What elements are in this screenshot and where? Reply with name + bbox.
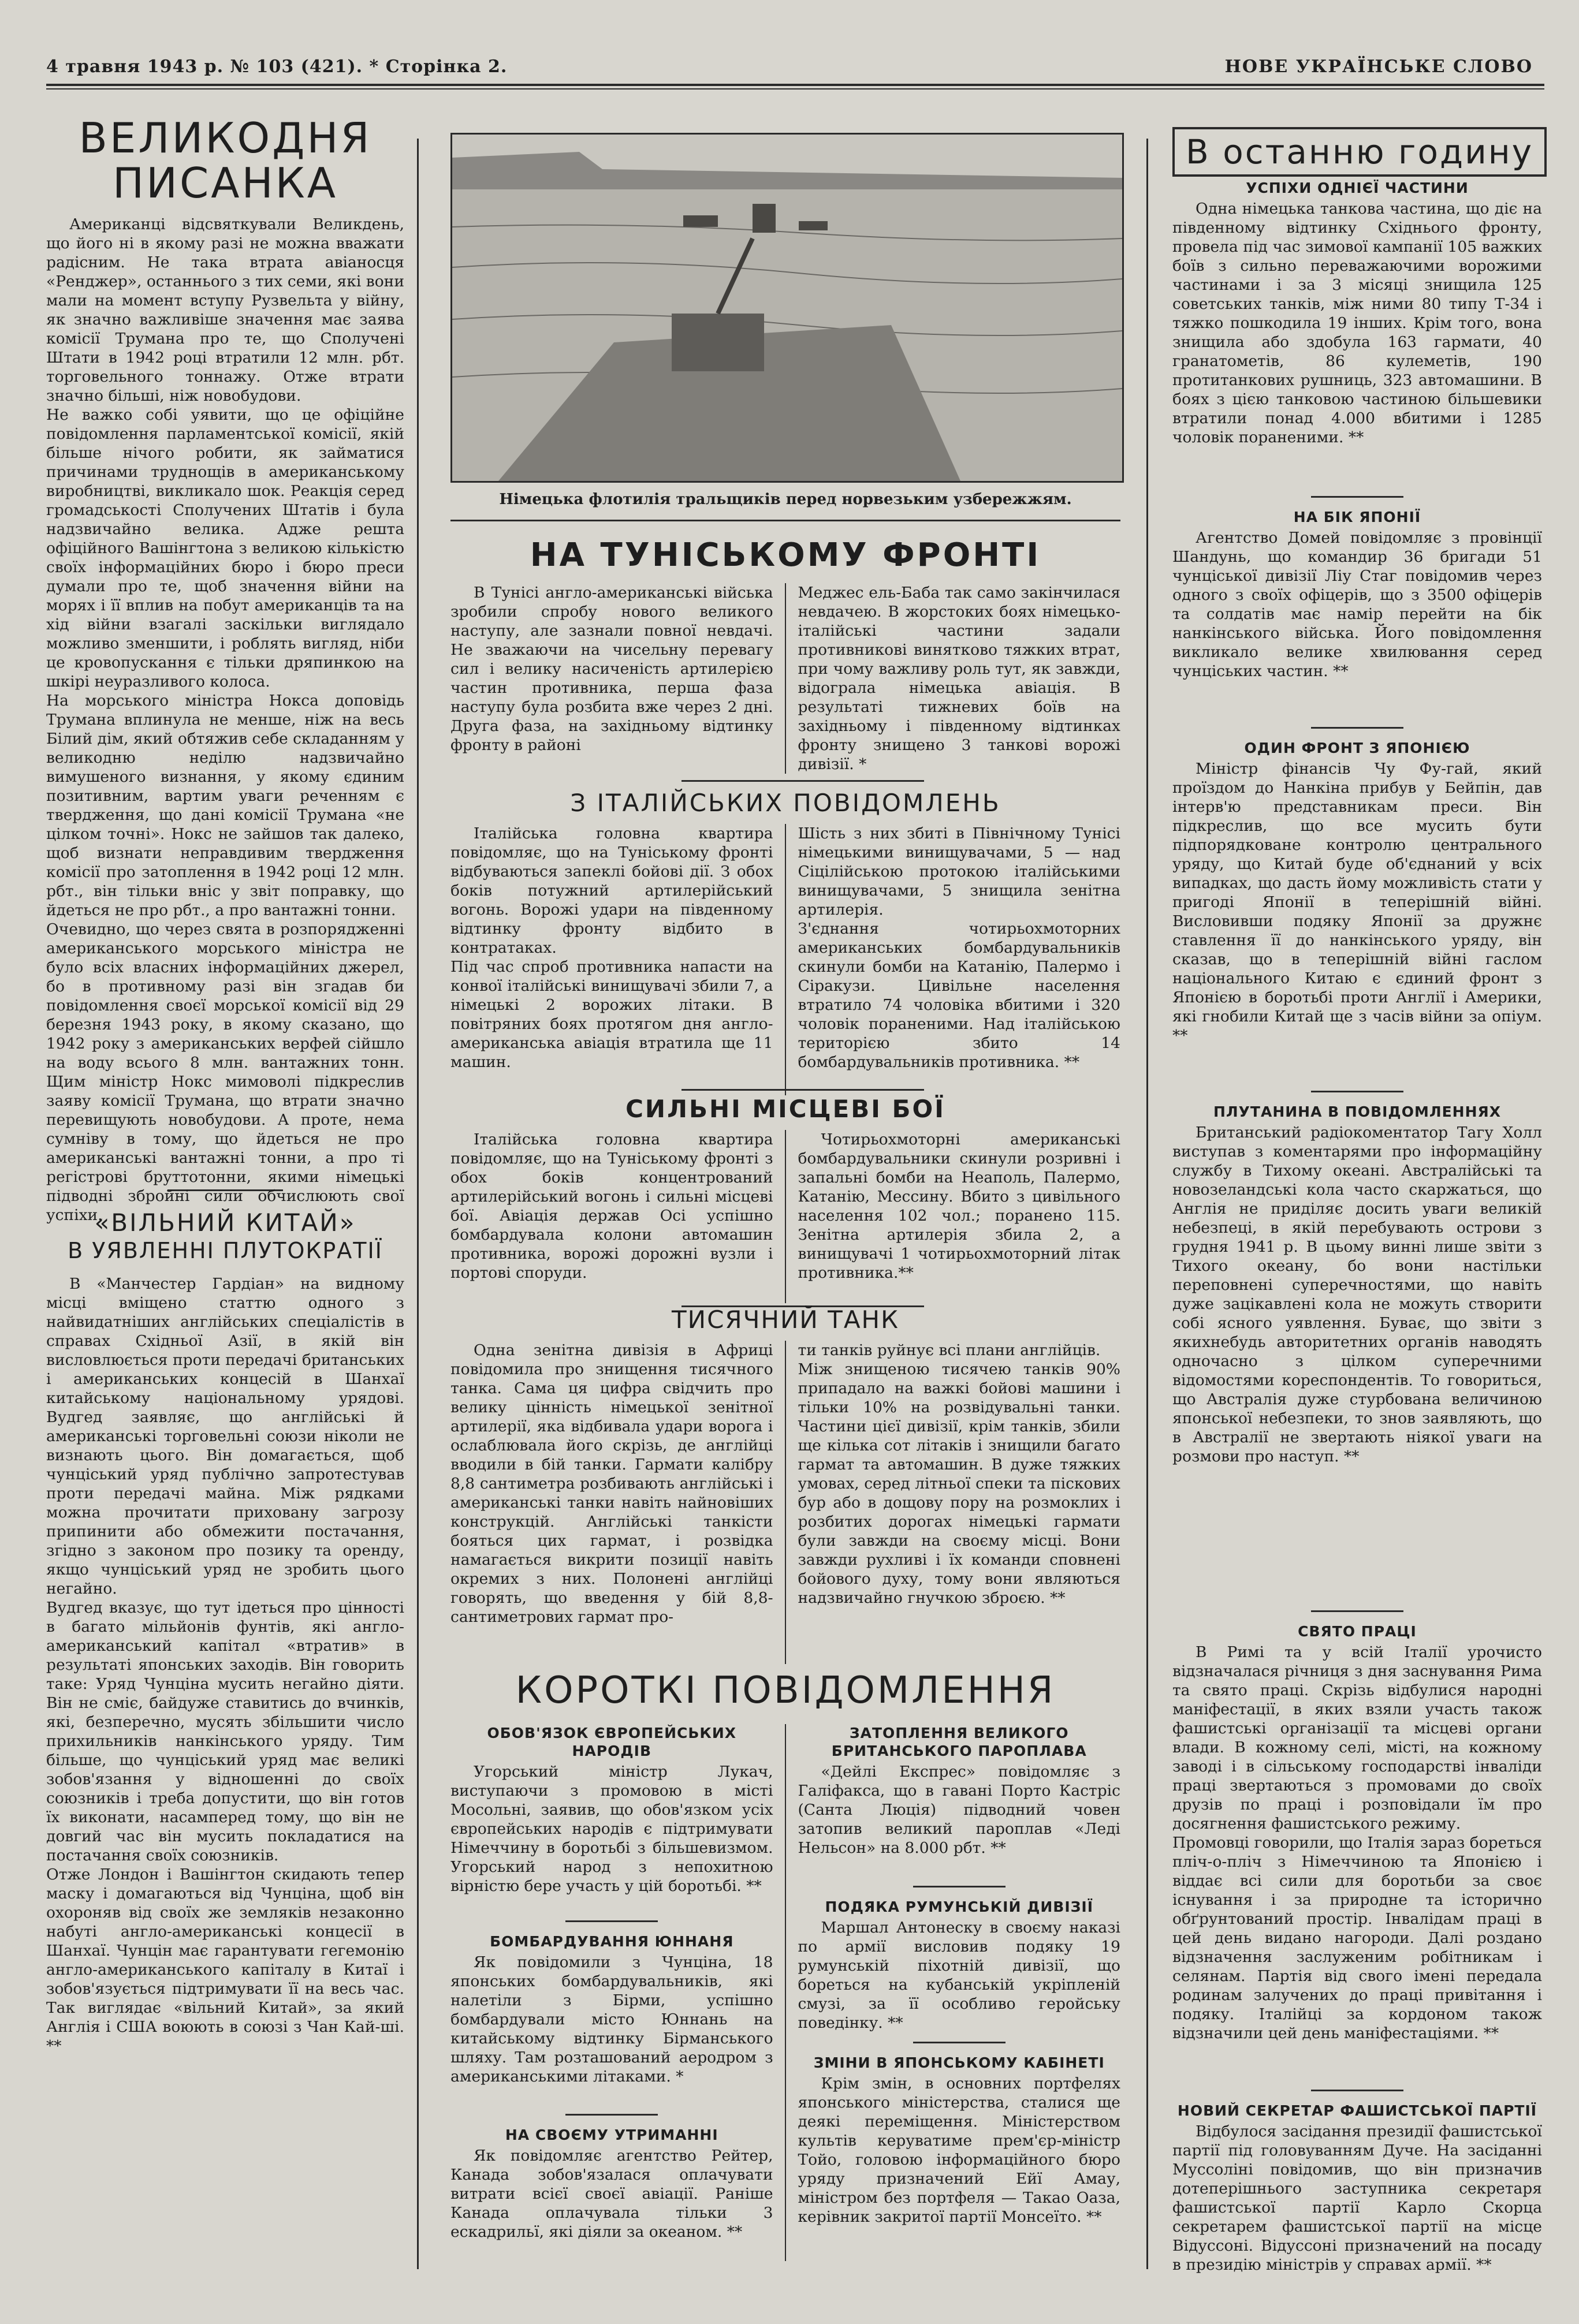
news-item-text: «Дейлі Експрес» повідомляє з Галіфакса, що в гавані Порто Кастріс (Санта Люція) підводний човен затопив великий пароплав «Леді Нельсон» на 8.000 рбт. ** — [798, 1763, 1120, 1857]
news-item-text: Крім змін, в основних портфелях японського міністерства, сталися ще деякі переміщення. Міністерством культів керуватиме прем'єр-міністр Тойо, головою інформаційного бюро уряду призначений Ейї Амау, міністром без портфеля — Такао Оаза, керівник закритої партії Монсеїто. ** — [798, 2075, 1120, 2226]
column-divider — [785, 824, 787, 1095]
news-item-title: ПЛУТАНИНА В ПОВІДОМЛЕННЯХ — [1213, 1103, 1502, 1120]
news-item — [798, 1898, 1120, 2043]
news-item — [1172, 2102, 1542, 2324]
news-item — [450, 2126, 773, 2262]
article-separator — [1311, 496, 1403, 498]
news-item — [450, 1724, 773, 1922]
news-item-body — [1172, 199, 1542, 488]
news-item-title: ОДИН ФРОНТ З ЯПОНІЄЮ — [1244, 740, 1470, 756]
photo-caption: Німецька флотилія тральщиків перед норвезьким узбережжям. — [499, 491, 1072, 508]
news-item-title: НА БІК ЯПОНІЇ — [1293, 509, 1421, 525]
article-text-tank-right: ти танків руйнує всі плани англійців. Між знищеною тисячею танків 90% припадало на важкі бойові машини і тільки 10% на розвідувальні танки. Частини цієї дивізії, крім танків, збили ще кілька сот літаків і знищили багато гармат та автомашин. В дуже тяжких умовах, серед літньої спеки та піскових бур або в дощову пору на розмоклих і розбитих дорогах німецькі гармати були завжди на своєму місці. Вони завжди рухливі і їх команди сповнені бойового духу, тому вони являються надзвичайно гнучкою зброєю. ** — [798, 1341, 1120, 1607]
photo-illustration — [452, 135, 1122, 481]
short-news-col-right — [798, 1724, 1120, 2262]
news-item-body — [1172, 1643, 1542, 2081]
news-item-text: Як повідомили з Чунціна, 18 японських бомбардувальників, які налетіли з Бірми, успішно бомбардували місто Юннань на китайському відтинку Бірманського шляху. Там розташований аеродром з американськими літаками. * — [450, 1953, 773, 2086]
news-item-body — [450, 2146, 773, 2262]
article-title-local: СИЛЬНІ МІСЦЕВІ БОЇ — [625, 1095, 945, 1123]
news-item-title: БОМБАРДУВАННЯ ЮННАНЯ — [490, 1933, 734, 1950]
news-item-body — [450, 1953, 773, 2106]
news-item — [798, 2054, 1120, 2226]
header-rule — [46, 84, 1544, 86]
news-item-text: Міністр фінансів Чу Фу-гай, який проїздом до Нанкіна прибув у Бейпін, дав інтерв'ю представникам преси. Він підкреслив, що все мусить бути підпорядковане контролю центрального уряду, що Китай буде об'єднаний у всіх випадках, що дасть йому можливість стати у пригоді Японії в теперішній війні. Висловивши подяку Японії за дружнє ставлення її до нанкінського уряду, він сказав, що в теперішній війні гаслом національного Китаю є єдиний фронт з Японією в боротьбі проти Англії і Америки, які гнобили Китай ще з часів війни за опіум. ** — [1172, 760, 1542, 1045]
article-body-free-china — [46, 1274, 404, 2055]
article-text-tunis-left: В Тунісі англо-американські війська зробили спробу нового великого наступу, але зазнали повної невдачі. Не зважаючи на чисельну перевагу сил і велику насиченість артилерією частин противника, перша фаза наступу була розбита вже через 2 дні. Друга фаза, на західньому відтинку фронту в районі — [450, 584, 773, 754]
article-text-italian-left: Італійська головна квартира повідомляє, що на Туніському фронті відбуваються запеклі бойові дії. З обох боків потужний артилерійський вогонь. Ворожі удари на південному відтинку фронту відбито в контратаках. Під час спроб противника напасти на конвої італійські винищувачі збили 7, а німецькі 2 ворожих літаки. В повітряних боях протягом дня англо-американська авіація втратила ще 11 машин. — [450, 825, 773, 1071]
news-item — [1172, 508, 1542, 729]
news-item-title: ЗМІНИ В ЯПОНСЬКОМУ КАБІНЕТІ — [813, 2054, 1105, 2071]
article-local-col-right — [798, 1130, 1120, 1303]
news-item — [1172, 1103, 1542, 1612]
news-item-title: НОВИЙ СЕКРЕТАР ФАШИСТСЬКОЇ ПАРТІЇ — [1177, 2102, 1537, 2119]
article-title-tunis: НА ТУНІСЬКОМУ ФРОНТІ — [530, 536, 1041, 574]
article-text-italian-right: Шість з них збиті в Північному Тунісі німецькими винищувачами, 5 — над Сіцілійською протокою італійськими винищувачами, 5 знищила зенітна артилерія. З'єднання чотирьохмоторних американських бомбардувальників скинули бомби на Катанію, Палермо і Сіракузи. Цивільне населення втратило 74 чоловіка вбитими і 320 чоловік пораненими. Над італійською територією збито 14 бомбардувальників противника. ** — [798, 825, 1120, 1071]
column-divider — [785, 1130, 787, 1303]
article-title-free-china-b: В УЯВЛЕННІ ПЛУТОКРАТІЇ — [68, 1238, 383, 1263]
article-title-easter: ВЕЛИКОДНЯ ПИСАНКА — [79, 114, 372, 207]
article-italian — [450, 788, 1120, 1095]
news-item — [1172, 739, 1542, 1092]
article-separator — [1311, 2090, 1403, 2091]
news-item-title: НА СВОЄМУ УТРИМАННІ — [505, 2127, 718, 2143]
section-title-latest: В останню годину — [1185, 132, 1534, 171]
article-tank — [450, 1288, 1120, 1664]
article-text-local-right: Чотирьохмоторні американські бомбардувальники скинули розривні і запальні бомби на Неаполь, Палермо, Катанію, Мессину. Вбито з цивільного населення 102 чол.; поранено 115. Зенітна артилерія збила 2, а винищувачі 1 чотирьохмоторний літак противника.** — [798, 1131, 1120, 1282]
news-item-body — [1172, 1123, 1542, 1602]
news-item — [450, 1933, 773, 2116]
news-item-body — [798, 2074, 1120, 2226]
header-rule-thin — [46, 88, 1544, 89]
article-title-tank: ТИСЯЧНИЙ ТАНК — [672, 1305, 899, 1334]
news-item-body — [1172, 759, 1542, 1083]
news-item-body — [1172, 2122, 1542, 2324]
news-item-text: Британський радіокоментатор Тагу Холл виступав з коментарями про інформаційну службу в Тихому океані. Австралійські та новозеландські кола часто скаржаться, що Англія не приділяє досить уваги великій небезпеці, в якій перебувають острови з грудня 1941 р. В цьому винні лише звіти з Тихого океану, бо вони настільки переповнені суперечностями, що навіть дуже зацікавлені кола не можуть створити собі ясного уявлення. Буває, що звіти з якихнебудь авторитетних органів наводять одночасно з цілком суперечними відомостями кореспондентів. То говориться, що Австралія дуже стурбована величиною японської небезпеки, то знов заявляють, що в Австралії не звертають ніякої уваги на розмови про наступ. ** — [1172, 1124, 1542, 1465]
section-short-news — [450, 1669, 1120, 2262]
news-item-title: УСПІХИ ОДНІЄЇ ЧАСТИНИ — [1246, 180, 1469, 196]
column-divider — [785, 1724, 787, 2261]
news-item — [1172, 1622, 1542, 2091]
issue-date-line: 4 травня 1943 р. № 103 (421). * Сторінка 2. — [46, 57, 508, 77]
photo-rule — [450, 520, 1120, 521]
news-item-text: Угорський міністр Лукач, виступаючи з промовою в місті Мосольні, заявив, що обов'язком усіх європейських народів є підтримувати Німеччину в боротьбі з більшевизмом. Угорський народ з непохитною вірністю бере участь у цій боротьбі. ** — [450, 1763, 773, 1895]
article-separator — [913, 1886, 1006, 1887]
article-tank-col-left — [450, 1341, 773, 1664]
column-divider — [785, 1341, 787, 1664]
news-item-body — [450, 1762, 773, 1912]
news-item-text: Одна німецька танкова частина, що діє на південному відтинку Східнього фронту, провела під час зимової кампанії 105 важких боїв з сильно переважаючими ворожими частинами і за 3 місяці знищила 125 советських танків, між ними 80 типу Т-34 і тяжко пошкодила 19 інших. Крім того, вона знищила або здобула 163 гармати, 40 гранатометів, 86 кулеметів, 190 протитанкових рушниць, 323 автомашини. В боях з цією танковою частиною більшевики втратили понад 4.000 вбитими і 1285 чоловік пораненими. ** — [1172, 200, 1542, 446]
news-item-title: ОБОВ'ЯЗОК ЄВРОПЕЙСЬКИХ НАРОДІВ — [487, 1725, 737, 1759]
news-item-body — [1172, 528, 1542, 719]
column-divider — [785, 583, 787, 774]
article-local — [450, 1094, 1120, 1303]
column-1 — [46, 114, 404, 2055]
article-separator — [681, 1089, 924, 1091]
article-text-free-china: В «Манчестер Гардіан» на видному місці вміщено статтю одного з найвидатніших англійських спеціалістів в справах Східньої Азії, в якій він висловлюється проти передачі британських і американських концесій в Шанхаї китайському національному урядові. Вудгед заявляє, що англійські й американські торговельні союзи ніколи не визнають цього. Він домагається, щоб чунціський уряд публічно запротестував проти передачі майна. Між рядками можна прочитати приховану загрозу припинити або обмежити постачання, згідно з законом про позику та оренду, якщо чунціський уряд не зробить цього негайно. Вудгед вказує, що тут ідеться про цінності в багато мільйонів фунтів, які англо-американський капітал «втратив» в результаті японських заходів. Він говорить таке: Уряд Чунціна мусить негайно діяти. Він не сміє, байдуже ставитись до вчинків, які, безперечно, мусять збільшити число прихильників нанкінського уряду. Тим більше, що чунціський уряд має великі зобов'язання у відношенні до своїх союзників і треба допустити, що він готов їх виконати, насамперед тому, що він не довгий час він мусить покладатися на постачання своїх союзників. Отже Лондон і Вашінгтон скидають тепер маску і домагаються від Чунціна, щоб він охороняв від своїх же земляків незаконно набуті англо-американські концесії в Шанхаї. Чунцін має гарантувати гегемонію англо-американського капіталу в Китаї і зобов'язується підтримувати її на весь час. Так виглядає «вільний Китай», за який Англія і США воюють в союзі з Чан Кай-ші. ** — [46, 1275, 404, 2055]
news-item-text: В Римі та у всій Італії урочисто відзначалася річниця з дня заснування Рима та свято праці. Скрізь відбулися народні маніфестації, в яких взяли участь також фашистські організації та місцеві органи влади. В кожному селі, місті, на кожному заводі і в сільському господарстві інваліди праці звертаються з промовами до своїх друзів по праці і розповідали їм про досягнення фашистського режиму. Промовці говорили, що Італія зараз бореться пліч-о-пліч з Німеччиною та Японією і віддає всі сили для боротьби за своє існування і за природне та історично обґрунтований простір. Інвалідам праці в цей день видано нагороди. Далі роздано відзначення заслуженим робітникам і селянам. Партія від свого імені передала родинам залучених до праці привітання і подяку. Італійці за кордоном також відзначили цей день маніфестаціями. ** — [1172, 1643, 1542, 2042]
article-title-italian: З ІТАЛІЙСЬКИХ ПОВІДОМЛЕНЬ — [570, 789, 1001, 817]
news-item-text: Маршал Антонеску в своєму наказі по армії висловив подяку 19 румунській піхотній дивізії, що бореться на кубанській укріпленій смузі, за її особливо геройську поведінку. ** — [798, 1919, 1120, 2032]
article-title-free-china-a: «ВІЛЬНИЙ КИТАЙ» — [94, 1208, 356, 1237]
column-divider — [417, 139, 419, 2269]
article-text-easter: Американці відсвяткували Великдень, що його ні в якому разі не можна вважати радісним. Не така втрата авіаносця «Ренджер», останнього з тих семи, які вони мали на момент вступу Рузвельта у війну, як значно важливіше значення має заява комісії Трумана про те, що Сполучені Штати в 1942 році втратили 12 млн. рбт. торговельного тоннажу. Отже втрати значно більші, ніж новобудови. Не важко собі уявити, що це офіційне повідомлення парламентської комісії, якій більше нічого робити, як займатися причинами труднощів в американському виробництві, викликало шок. Реакція серед громадськості Сполучених Штатів і була надзвичайно велика. Адже решта офіційного Вашінгтона з великою кількістю своїх інформаційних бюро і бюро преси думали про те, щоб значення війни на морях і її вплив на побут американців та на хід війни взагалі заскільки виглядало можливо зменшити, і роблять вигляд, ніби це кровопускання є тільки дряпинкою на шкірі неуразливого колоса. На морського міністра Нокса доповідь Трумана вплинула не менше, ніж на весь Білий дім, який обтяжив себе складанням у великодню неділю надзвичайно вимушеного визнання, у якому єдиним позитивним, вартим уваги реченням є твердження, що дані комісії Трумана «не цілком точні». Нокс не зайшов так далеко, щоб визнати неправдивим твердження комісії про затоплення в 1942 році 12 млн. рбт., він тільки вніс у звіт поправку, що йдеться не про рбт., а про вантажні тонни. Очевидно, що через свята в розпорядженні американського морського міністра не було всіх власних інформаційних джерел, бо в противному разі він згадав би повідомлення своєї морської комісії від 29 березня 1943 року, в якому сказано, що 1942 року з американських верфей сійшло на воду всього 8 млн. вантажних тонн. Щим міністр Нокс мимоволі підкреслив заяву комісії Трумана, що втрати значно перевищують новобудови. А проте, нема сумніву в тому, що йдеться не про американські вантажні тонни, а про ті регістрові бруттотонни, якими німецькі підводні збройні сили обчислюють свої успіхи. — [46, 215, 404, 1224]
article-separator — [565, 1920, 658, 1922]
news-item — [1172, 179, 1542, 498]
article-separator — [1311, 1091, 1403, 1092]
article-tank-col-right — [798, 1341, 1120, 1664]
article-text-tank-left: Одна зенітна дивізія в Африці повідомила про знищення тисячного танка. Сама ця цифра свідчить про велику цінність німецької зенітної артилерії, яка відбивала удари ворога і ослаблювала його скрізь, де англійці вводили в бій танки. Гармати калібру 8,8 сантиметра розбивають англійські і американські танки навіть найновіших конструкцій. Англійські танкісти бояться цих гармат, і розвідка намагається викрити позиції навіть окремих з них. Полонені англійці говорять, що введення у бій 8,8-сантиметрових гармат про- — [450, 1341, 773, 1626]
news-item-text: Відбулося засідання президії фашистської партії під головуванням Дуче. На засіданні Муссоліні повідомив, що він призначив дотеперішнього заступника секретаря фашистської партії Карло Скорца секретарем фашистської партії на місце Відуссоні. Відуссоні призначений на посаду в президію міністрів у справах армії. ** — [1172, 2122, 1542, 2274]
news-item-title: ЗАТОПЛЕННЯ ВЕЛИКОГО БРИТАНСЬКОГО ПАРОПЛАВА — [831, 1725, 1087, 1759]
news-item — [798, 1724, 1120, 1887]
article-separator — [1311, 1610, 1403, 1612]
news-item-text: Агентство Домей повідомляє з провінції Шандунь, що командир 36 бригади 51 чунціської дивізії Ліу Стаг повідомив через одного з своїх офіцерів, що з 3500 офіцерів та солдатів має намір перейти на бік нанкінського війська. Його повідомлення викликало велике хвилювання серед чунціських частин. ** — [1172, 529, 1542, 680]
section-title-short-news: КОРОТКІ ПОВІДОМЛЕННЯ — [515, 1669, 1056, 1712]
article-separator — [1311, 727, 1403, 729]
article-italian-col-right — [798, 824, 1120, 1095]
news-item-body — [798, 1918, 1120, 2034]
article-separator — [913, 2042, 1006, 2043]
news-item-text: Як повідомляє агентство Рейтер, Канада зобов'язалася оплачувати витрати всієї своєї авіації. Раніше Канада оплачувала тільки 3 ескадрильї, які діяли за океаном. ** — [450, 2147, 773, 2241]
newspaper-title: НОВЕ УКРАЇНСЬКЕ СЛОВО — [1224, 57, 1533, 77]
section-latest-box — [1172, 127, 1547, 177]
short-news-col-left — [450, 1724, 773, 2262]
news-item-title: СВЯТО ПРАЦІ — [1298, 1623, 1417, 1640]
article-separator — [565, 2114, 658, 2116]
photo-minesweepers — [450, 133, 1124, 483]
article-tunis-col-left — [450, 583, 773, 774]
article-tunis — [450, 537, 1120, 774]
news-item-body — [798, 1762, 1120, 1878]
article-italian-col-left — [450, 824, 773, 1095]
article-separator — [681, 780, 924, 782]
section-latest-items — [1172, 179, 1542, 2324]
article-local-col-left — [450, 1130, 773, 1303]
article-text-tunis-right: Меджес ель-Баба так само закінчилася невдачею. В жорстоких боях німецько-італійські частини задали противникові винятково тяжких втрат, при чому важливу роль тут, як завжди, відограла німецька авіація. В результаті тижневих боїв на західньому і південному відтинках фронту знищено 3 танкові ворожі дивізії. * — [798, 584, 1120, 773]
article-tunis-col-right — [798, 583, 1120, 774]
column-divider — [1146, 139, 1148, 2269]
news-item-title: ПОДЯКА РУМУНСЬКІЙ ДИВІЗІЇ — [825, 1898, 1093, 1915]
article-text-local-left: Італійська головна квартира повідомляє, що на Туніському фронті з обох боків концентрований артилерійський вогонь і сильні місцеві бої. Авіація держав Осі успішно бомбардувала колони автомашин противника, ворожі дорожні вузли і портові споруди. — [450, 1131, 773, 1282]
